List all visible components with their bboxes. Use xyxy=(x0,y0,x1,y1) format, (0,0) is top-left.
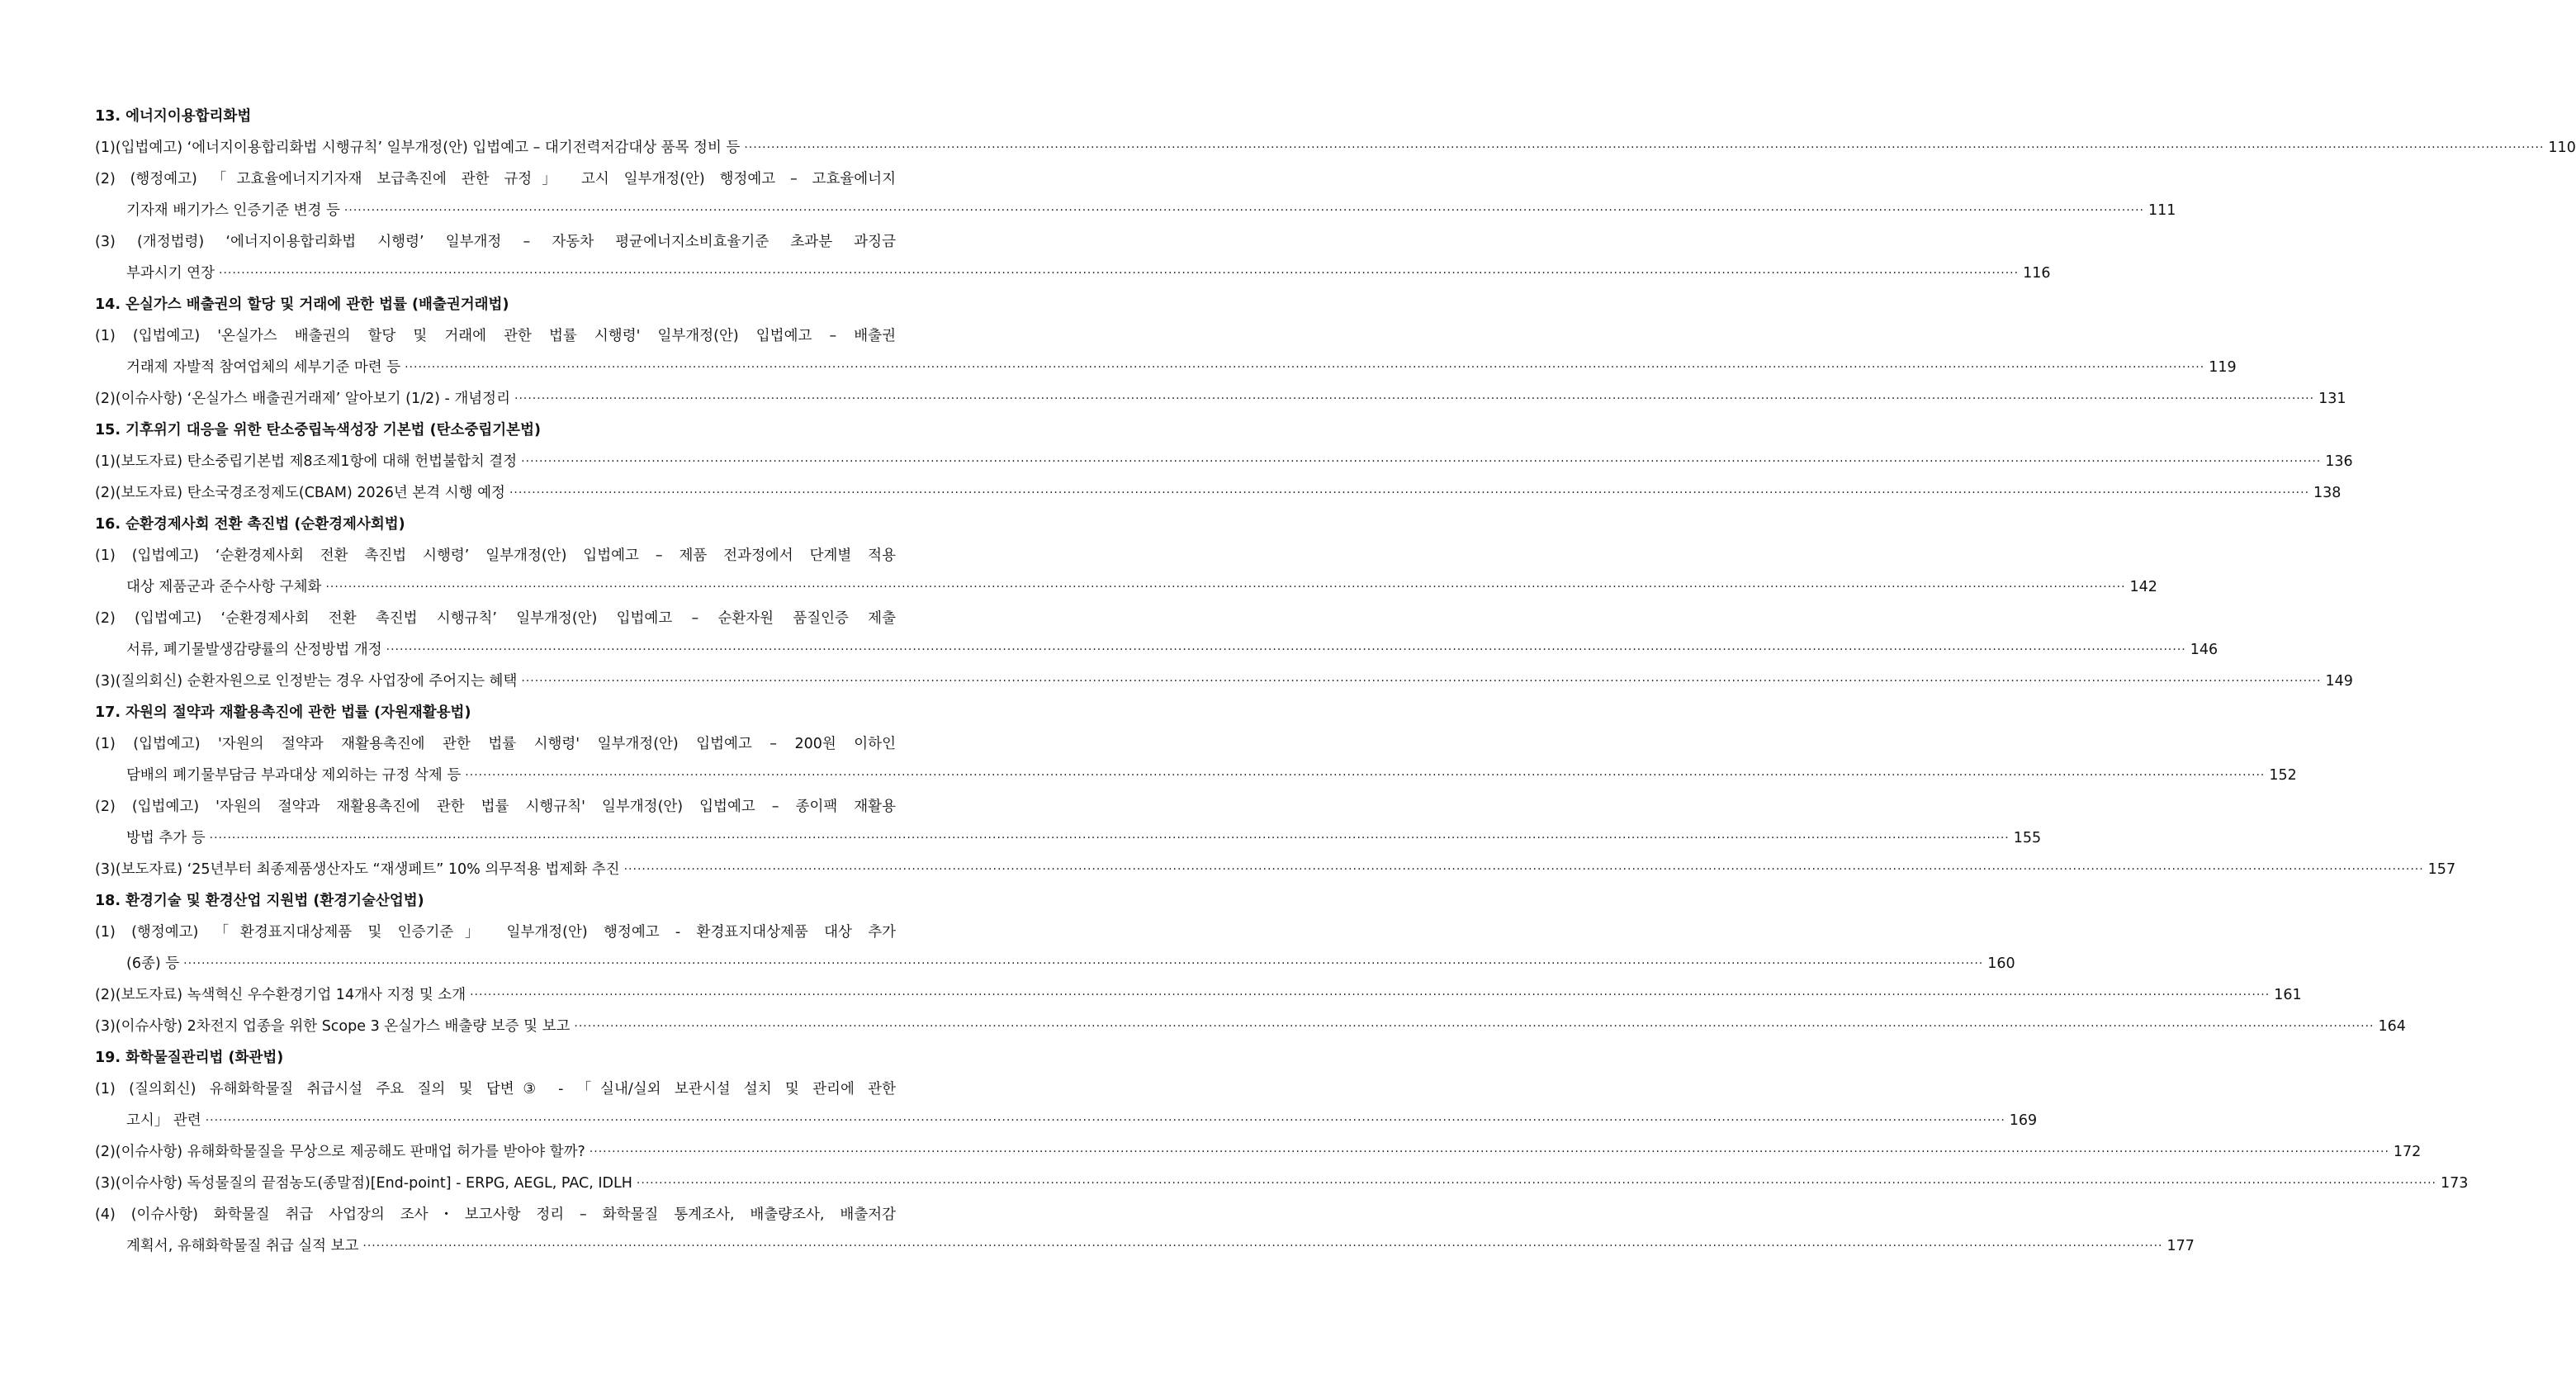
entry-text: (입법예고) '자원의 절약과 재활용촉진에 관한 법률 시행령' 일부개정(안) 입법예고 – 200원 이하인 xyxy=(133,736,896,752)
entry-text: (보도자료) 녹색혁신 우수환경기업 14개사 지정 및 소개 xyxy=(115,987,466,1003)
entry-text: (6종) 등 xyxy=(126,955,180,972)
entry-line xyxy=(95,728,896,760)
entry-line xyxy=(95,1136,2422,1168)
toc-entry[interactable] xyxy=(95,320,2237,383)
entry-text: 방법 추가 등 xyxy=(126,830,206,846)
entry-line xyxy=(95,979,2302,1011)
section-heading: 18. 환경기술 및 환경산업 지원법 (환경기술산업법) xyxy=(95,893,424,909)
page-number: 142 xyxy=(2129,579,2157,595)
entry-line xyxy=(95,226,896,258)
entry-line xyxy=(95,854,2456,885)
entry-number: (3) xyxy=(95,234,116,250)
leader-dots: ················································································································································································································································································································································································································ xyxy=(623,863,2424,876)
entry-text: (보도자료) ‘25년부터 최종제품생산자도 “재생페트” 10% 의무적용 법제화 추진 xyxy=(115,861,620,878)
entry-line xyxy=(95,1011,2406,1042)
entry-text: (질의회신) 순환자원으로 인정받는 경우 사업장에 주어지는 혜택 xyxy=(115,673,518,690)
entry-number: (2) xyxy=(95,171,116,187)
entry-text: (이슈사항) 2차전지 업종을 위한 Scope 3 온실가스 배출량 보증 및 보고 xyxy=(115,1018,571,1035)
entry-number: (1) xyxy=(95,140,116,156)
section-heading: 15. 기후위기 대응을 위한 탄소중립녹색성장 기본법 (탄소중립기본법) xyxy=(95,422,541,439)
entry-text: (질의회신) 유해화학물질 취급시설 주요 질의 및 답변③ - 「실내/실외 보관시설 설치 및 관리에 관한 xyxy=(129,1081,896,1097)
toc-entry[interactable] xyxy=(95,1199,2195,1262)
toc-entry[interactable] xyxy=(95,1136,2422,1168)
leader-dots: ················································································································································································································································································································································································································ xyxy=(219,267,2020,280)
toc-entry[interactable] xyxy=(95,1168,2469,1199)
entry-line xyxy=(95,791,896,822)
section-heading: 13. 에너지이용합리화법 xyxy=(95,108,252,125)
entry-line xyxy=(95,1230,2195,1262)
leader-dots: ················································································································································································································································································································································································································ xyxy=(521,675,2322,688)
entry-line xyxy=(95,634,2218,666)
toc-entry[interactable] xyxy=(95,728,2297,791)
toc-entry[interactable] xyxy=(95,540,2157,603)
entry-text: (이슈사항) 화학물질 취급 사업장의 조사・보고사항 정리 – 화학물질 통계조사, 배출량조사, 배출저감 xyxy=(130,1206,896,1223)
entry-number: (2) xyxy=(95,799,116,815)
leader-dots: ················································································································································································································································································································································································································ xyxy=(514,392,2315,405)
leader-dots: ················································································································································································································································································································································································································ xyxy=(183,957,1984,970)
entry-number: (2) xyxy=(95,987,116,1003)
entry-number: (3) xyxy=(95,861,116,878)
toc-entry[interactable] xyxy=(95,477,2342,509)
toc-entry[interactable] xyxy=(95,603,2218,666)
toc-entry[interactable] xyxy=(95,917,2015,979)
entry-line xyxy=(95,1105,2038,1136)
section-heading: 14. 온실가스 배출권의 할당 및 거래에 관한 법률 (배출권거래법) xyxy=(95,296,509,313)
entry-line xyxy=(95,446,2353,477)
leader-dots: ················································································································································································································································································································································································································ xyxy=(343,204,2144,217)
leader-dots: ················································································································································································································································································································································································································ xyxy=(386,643,2186,657)
entry-line xyxy=(95,132,2576,164)
entry-text: (입법예고) '온실가스 배출권의 할당 및 거래에 관한 법률 시행령' 일부개정(안) 입법예고 – 배출권 xyxy=(132,328,896,344)
toc-entry[interactable] xyxy=(95,979,2302,1011)
entry-number: (2) xyxy=(95,610,116,627)
entry-line xyxy=(95,603,896,634)
page-number: 119 xyxy=(2209,359,2237,376)
toc-entry[interactable] xyxy=(95,854,2456,885)
entry-text: 서류, 폐기물발생감량률의 산정방법 개정 xyxy=(126,642,382,658)
entry-line xyxy=(95,1168,2469,1199)
entry-text: 고시」 관련 xyxy=(126,1112,201,1129)
entry-number: (2) xyxy=(95,485,116,501)
entry-line xyxy=(95,666,2353,697)
toc-entry[interactable] xyxy=(95,226,2051,289)
entry-line xyxy=(95,195,2176,226)
entry-text: (입법예고) ‘순환경제사회 전환 촉진법 시행령’ 일부개정(안) 입법예고 – 제품 전과정에서 단계별 적용 xyxy=(131,548,896,564)
entry-line xyxy=(95,540,896,571)
toc-entry[interactable] xyxy=(95,666,2353,697)
toc-entry[interactable] xyxy=(95,132,2576,164)
entry-text: (행정예고) 「환경표지대상제품 및 인증기준」 일부개정(안) 행정예고 - 환경표지대상제품 대상 추가 xyxy=(131,924,896,941)
section-heading: 16. 순환경제사회 전환 촉진법 (순환경제사회법) xyxy=(95,516,405,533)
section-heading: 19. 화학물질관리법 (화관법) xyxy=(95,1050,284,1066)
entry-line xyxy=(95,164,896,195)
entry-number: (1) xyxy=(95,924,116,941)
entry-text: (이슈사항) ‘온실가스 배출권거래제’ 알아보기 (1/2) - 개념정리 xyxy=(115,391,510,407)
entry-line xyxy=(95,258,2051,289)
entry-text: 부과시기 연장 xyxy=(126,265,215,282)
toc-entry[interactable] xyxy=(95,164,2176,226)
page-number: 116 xyxy=(2023,265,2051,282)
entry-line xyxy=(95,760,2297,791)
leader-dots: ················································································································································································································································································································································································································ xyxy=(470,988,2271,1002)
entry-text: (행정예고) 「고효율에너지기자재 보급촉진에 관한 규정」 고시 일부개정(안) 행정예고 – 고효율에너지 xyxy=(130,171,896,187)
entry-line xyxy=(95,383,2346,415)
entry-number: (4) xyxy=(95,1206,116,1223)
entry-number: (1) xyxy=(95,1081,116,1097)
entry-text: 계획서, 유해화학물질 취급 실적 보고 xyxy=(126,1238,359,1254)
page-number: 172 xyxy=(2393,1144,2422,1160)
page-number: 149 xyxy=(2325,673,2353,690)
entry-text: (입법예고) ‘에너지이용합리화법 시행규칙’ 일부개정(안) 입법예고 – 대기전력저감대상 품목 정비 등 xyxy=(115,140,741,156)
leader-dots: ················································································································································································································································································································································································································ xyxy=(362,1240,2163,1253)
entry-text: (이슈사항) 유해화학물질을 무상으로 제공해도 판매업 허가를 받아야 할까? xyxy=(115,1144,585,1160)
entry-text: 대상 제품군과 준수사항 구체화 xyxy=(126,579,322,595)
entry-text: (입법예고) ‘순환경제사회 전환 촉진법 시행규칙’ 일부개정(안) 입법예고 – 순환자원 품질인증 제출 xyxy=(135,610,896,627)
entry-text: (보도자료) 탄소중립기본법 제8조제1항에 대해 헌법불합치 결정 xyxy=(115,453,518,470)
page-number: 146 xyxy=(2190,642,2218,658)
leader-dots: ················································································································································································································································································································································································································ xyxy=(509,486,2310,500)
page-number: 152 xyxy=(2269,767,2297,784)
section-heading: 17. 자원의 절약과 재활용촉진에 관한 법률 (자원재활용법) xyxy=(95,704,471,721)
page-number: 173 xyxy=(2441,1175,2469,1192)
toc-entry[interactable] xyxy=(95,383,2346,415)
entry-line xyxy=(95,320,896,352)
entry-line xyxy=(95,822,2042,854)
leader-dots: ················································································································································································································································································································································································································ xyxy=(574,1020,2375,1033)
page-number: 138 xyxy=(2313,485,2342,501)
entry-line xyxy=(95,917,896,948)
page-number: 164 xyxy=(2378,1018,2406,1035)
entry-number: (2) xyxy=(95,1144,116,1160)
entry-text: (보도자료) 탄소국경조정제도(CBAM) 2026년 본격 시행 예정 xyxy=(115,485,505,501)
leader-dots: ················································································································································································································································································································································································································ xyxy=(636,1177,2436,1190)
leader-dots: ················································································································································································································································································································································································································ xyxy=(405,361,2205,374)
entry-number: (3) xyxy=(95,1175,116,1192)
entry-number: (1) xyxy=(95,328,116,344)
page-number: 111 xyxy=(2148,202,2176,219)
page-number: 110 xyxy=(2548,140,2576,156)
entry-number: (1) xyxy=(95,453,116,470)
leader-dots: ················································································································································································································································································································································································································ xyxy=(325,581,2126,594)
entry-text: (개정법령) ‘에너지이용합리화법 시행령’ 일부개정 – 자동차 평균에너지소비효율기준 초과분 과징금 xyxy=(136,234,896,250)
table-of-contents xyxy=(95,101,2576,1262)
page-number: 155 xyxy=(2013,830,2042,846)
page-number: 157 xyxy=(2427,861,2456,878)
leader-dots: ················································································································································································································································································································································································································ xyxy=(205,1114,2005,1127)
entry-text: 기자재 배기가스 인증기준 변경 등 xyxy=(126,202,340,219)
page-number: 177 xyxy=(2166,1238,2195,1254)
entry-line xyxy=(95,1199,896,1230)
entry-number: (2) xyxy=(95,391,116,407)
leader-dots: ················································································································································································································································································································································································································ xyxy=(521,455,2322,468)
leader-dots: ················································································································································································································································································································································································································ xyxy=(209,832,2010,845)
page-number: 160 xyxy=(1987,955,2015,972)
page-number: 136 xyxy=(2325,453,2353,470)
toc-entry[interactable] xyxy=(95,446,2353,477)
entry-line xyxy=(95,352,2237,383)
entry-number: (3) xyxy=(95,673,116,690)
leader-dots: ················································································································································································································································································································································································································ xyxy=(465,769,2266,782)
entry-line xyxy=(95,477,2342,509)
entry-number: (1) xyxy=(95,548,116,564)
toc-entry[interactable] xyxy=(95,791,2042,854)
toc-entry[interactable] xyxy=(95,1011,2406,1042)
entry-line xyxy=(95,571,2157,603)
page-number: 169 xyxy=(2009,1112,2038,1129)
entry-text: (입법예고) '자원의 절약과 재활용촉진에 관한 법률 시행규칙' 일부개정(안) 입법예고 – 종이팩 재활용 xyxy=(131,799,896,815)
page-number: 161 xyxy=(2274,987,2302,1003)
entry-text: (이슈사항) 독성물질의 끝점농도(종말점)[End-point] - ERPG, AEGL, PAC, IDLH xyxy=(115,1175,632,1192)
entry-line xyxy=(95,948,2015,979)
leader-dots: ················································································································································································································································································································································································································ xyxy=(744,141,2545,154)
page-number: 131 xyxy=(2318,391,2346,407)
leader-dots: ················································································································································································································································································································································································································ xyxy=(589,1145,2389,1159)
entry-line xyxy=(95,1074,896,1105)
toc-entry[interactable] xyxy=(95,1074,2038,1136)
entry-number: (1) xyxy=(95,736,116,752)
entry-text: 담배의 폐기물부담금 부과대상 제외하는 규정 삭제 등 xyxy=(126,767,462,784)
entry-text: 거래제 자발적 참여업체의 세부기준 마련 등 xyxy=(126,359,401,376)
entry-number: (3) xyxy=(95,1018,116,1035)
